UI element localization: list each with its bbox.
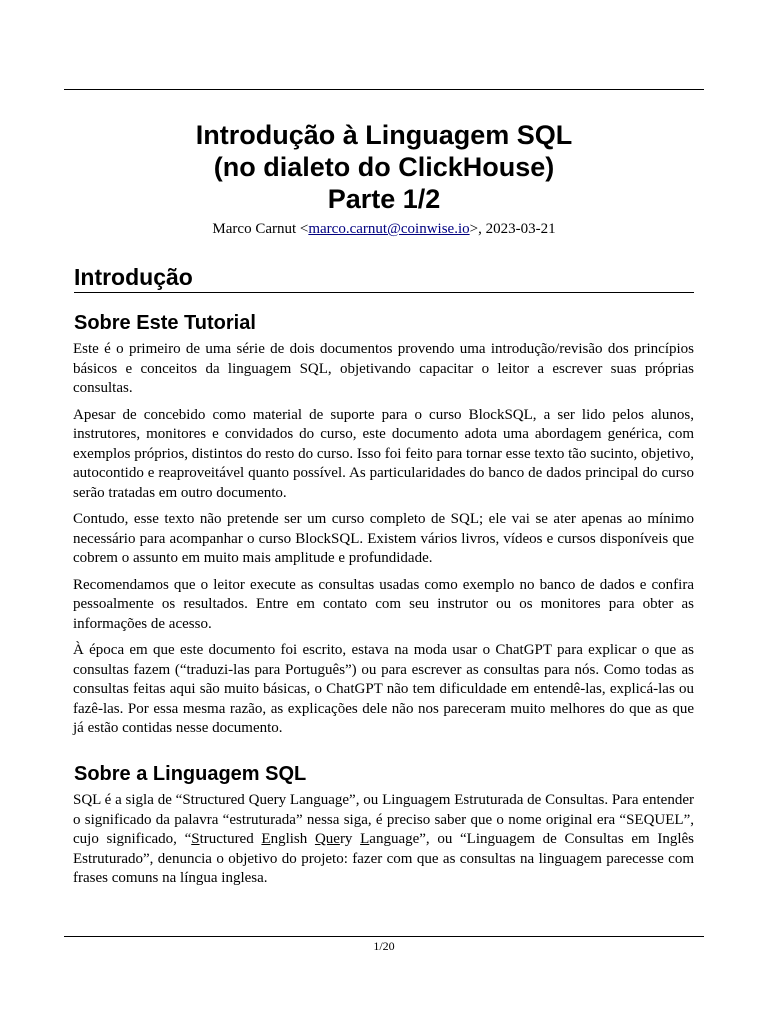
underlined-letter: E (261, 831, 271, 847)
sql-body (73, 791, 694, 896)
paragraph-sql (73, 791, 694, 889)
subsection-heading-tutorial: Sobre Este Tutorial (74, 312, 256, 334)
paragraph: Recomendamos que o leitor execute as consultas usadas como exemplo no banco de dados e confira pessoalmente os resultados. Entre em contato com seu instrutor ou os monitores para obter as informações de acesso. (73, 576, 694, 632)
tutorial-body (73, 340, 694, 746)
author-email-link[interactable]: marco.carnut@coinwise.io (308, 221, 470, 237)
document-title-line-3: Parte 1/2 (327, 184, 441, 214)
subsection-heading-sql: Sobre a Linguagem SQL (74, 763, 307, 785)
header-rule (64, 89, 704, 90)
document-title-line-2: (no dialeto do ClickHouse) (213, 152, 555, 182)
page-number: 1/20 (373, 939, 395, 953)
text-run: anguage”, ou “Linguagem de Consultas em Inglês Estruturado”, denuncia o objetivo do projeto: fazer com que as consultas na linguagem parecesse com frases comuns na língua inglesa. (73, 831, 694, 886)
text-run: nglish (270, 831, 315, 847)
underlined-letter: L (360, 831, 370, 847)
footer-rule (64, 936, 704, 937)
paragraph: À época em que este documento foi escrito, estava na moda usar o ChatGPT para explicar o que as consultas fazem (“traduzi-las para Português”) ou para escrever as consultas para nós. Como todas as consultas feitas aqui são muito básicas, o ChatGPT não tem dificuldade em entendê-las, explicá-las ou fazê-las. Por essa mesma razão, as explicações dele não nos pareceram muito melhores do que as que já estão contidas nesse documento. (73, 642, 694, 736)
section-heading-introducao: Introdução (74, 263, 694, 293)
underlined-letter: S (191, 831, 200, 847)
paragraph: Contudo, esse texto não pretende ser um curso completo de SQL; ele vai se ater apenas ao mínimo necessário para acompanhar o curso BlockSQL. Existem vários livros, vídeos e cursos disponíveis que cobrem o assunto em muito mais amplitude e profundidade. (73, 511, 694, 566)
paragraph: Este é o primeiro de uma série de dois documentos provendo uma introdução/revisão dos princípios básicos e conceitos da linguagem SQL, objetivando capacitar o leitor a escrever suas próprias consultas. (73, 341, 694, 396)
text-run: ry (339, 831, 361, 847)
author-line (64, 220, 704, 238)
author-name: Marco Carnut < (212, 221, 309, 237)
paragraph: Apesar de concebido como material de suporte para o curso BlockSQL, a ser lido pelos alunos, instrutores, monitores e convidados do curso, este documento adota uma abordagem genérica, com exemplos próprios, distintos do resto do curso. Isso foi feito para tornar esse texto tão sucinto, objetivo, autocontido e reaproveitável quanto possível. As particularidades do banco de dados principal do curso serão tratadas em outro documento. (73, 406, 694, 501)
text-run: tructured (199, 831, 262, 847)
text-run: SQL é a sigla de “Structured Query Language”, ou Linguagem Estruturada de Consultas. Para entender o significado da palavra “estruturada” nessa siga, é preciso saber que o nome original era “SEQUEL”, cujo significado, “ (73, 792, 694, 847)
underlined-letter: Que (314, 831, 340, 847)
author-date: >, 2023-03-21 (469, 221, 556, 237)
document-title-line-1: Introdução à Linguagem SQL (195, 120, 573, 150)
